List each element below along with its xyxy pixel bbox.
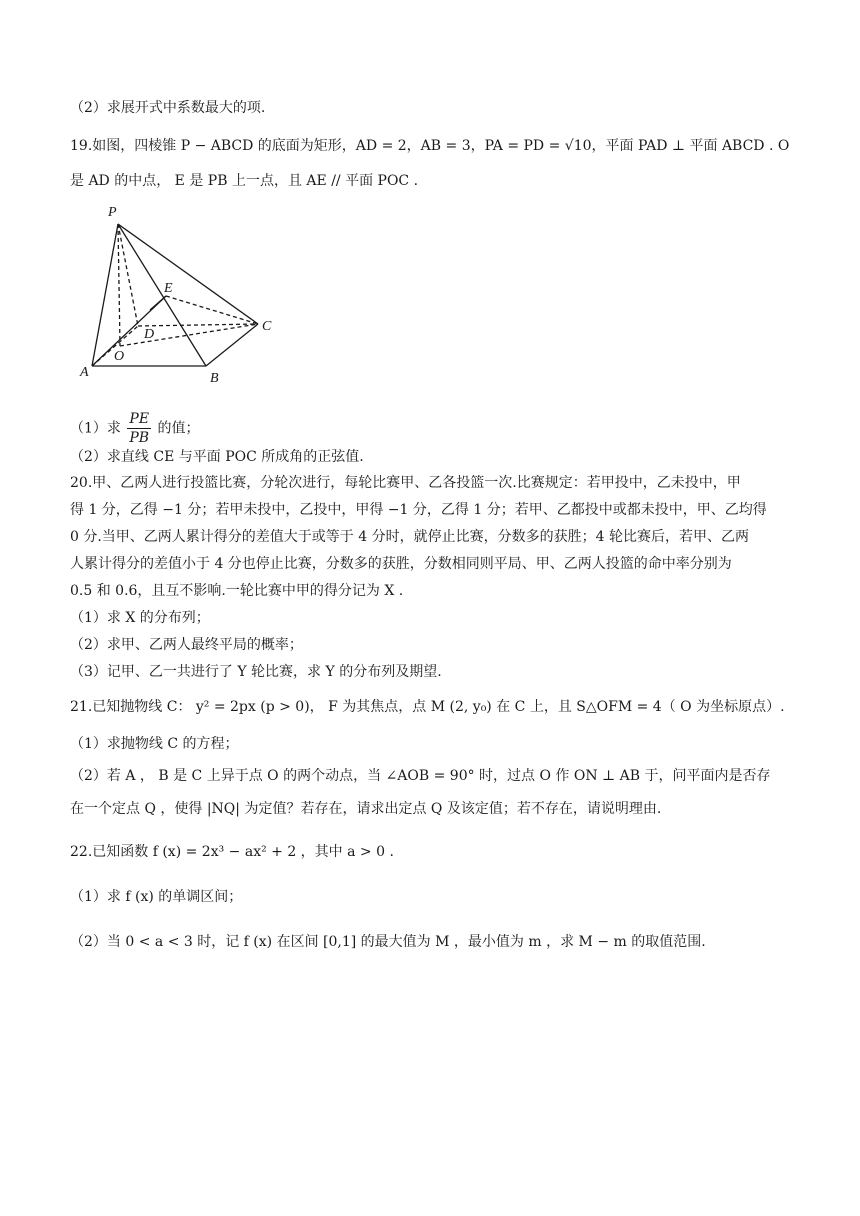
line-8: 0 分.当甲、乙两人累计得分的差值大于或等于 4 分时，就停止比赛，分数多的获胜；4 轮比赛后，若甲、乙两 — [70, 529, 749, 545]
label-p: P — [108, 205, 117, 220]
line-5: （2）求直线 CE 与平面 POC 所成角的正弦值. — [70, 449, 364, 465]
label-o: O — [114, 349, 125, 364]
line-13: （3）记甲、乙一共进行了 Y 轮比赛，求 Y 的分布列及期望. — [70, 664, 442, 680]
label-e: E — [164, 281, 173, 296]
line-19: （1）求 f (x) 的单调区间； — [70, 889, 243, 905]
line-1: （2）求展开式中系数最大的项. — [70, 100, 266, 116]
line-12: （2）求甲、乙两人最终平局的概率； — [70, 637, 303, 653]
line-7: 得 1 分，乙得 −1 分；若甲未投中，乙投中，甲得 −1 分，乙得 1 分；若甲、乙都投中或都未投中，甲、乙均得 — [70, 502, 767, 518]
line-4-prefix: （1）求 — [70, 420, 121, 437]
fraction-numerator: PE — [127, 410, 151, 429]
line-3: 是 AD 的中点， E 是 PB 上一点，且 AE // 平面 POC . — [70, 173, 419, 189]
label-d: D — [144, 327, 155, 342]
line-4 — [70, 410, 200, 447]
label-c: C — [262, 319, 272, 334]
label-a: A — [80, 365, 89, 380]
line-20: （2）当 0 < a < 3 时，记 f (x) 在区间 [0,1] 的最大值为 M ，最小值为 m ，求 M − m 的取值范围. — [70, 934, 706, 950]
fraction-pe-pb — [127, 410, 151, 447]
line-18: 22.已知函数 f (x) = 2x³ − ax² + 2 ，其中 a > 0 . — [70, 844, 394, 860]
fraction-denominator: PB — [129, 430, 150, 446]
line-16: （2）若 A ， B 是 C 上异于点 O 的两个动点，当 ∠AOB = 90° 时，过点 O 作 ON ⊥ AB 于，问平面内是否存 — [70, 768, 771, 784]
pyramid-figure — [78, 200, 278, 390]
line-4-suffix: 的值； — [157, 420, 200, 437]
line-17: 在一个定点 Q ，使得 |NQ| 为定值？若存在，请求出定点 Q 及该定值；若不存在，请说明理由. — [70, 801, 662, 817]
line-10: 0.5 和 0.6，且互不影响.一轮比赛中甲的得分记为 X . — [70, 583, 404, 599]
line-6: 20.甲、乙两人进行投篮比赛，分轮次进行，每轮比赛甲、乙各投篮一次.比赛规定：若甲投中，乙未投中，甲 — [70, 475, 741, 491]
label-b: B — [210, 371, 219, 386]
line-11: （1）求 X 的分布列； — [70, 610, 210, 626]
line-14: 21.已知抛物线 C： y² = 2px (p > 0)， F 为其焦点，点 M (2, y₀) 在 C 上，且 S△OFM = 4（ O 为坐标原点）. — [70, 699, 785, 715]
line-9: 人累计得分的差值小于 4 分也停止比赛，分数多的获胜，分数相同则平局、甲、乙两人投篮的命中率分别为 — [70, 556, 732, 572]
line-2: 19.如图，四棱锥 P − ABCD 的底面为矩形，AD = 2，AB = 3，PA = PD = √10，平面 PAD ⊥ 平面 ABCD . O — [70, 138, 790, 154]
line-15: （1）求抛物线 C 的方程； — [70, 736, 239, 752]
